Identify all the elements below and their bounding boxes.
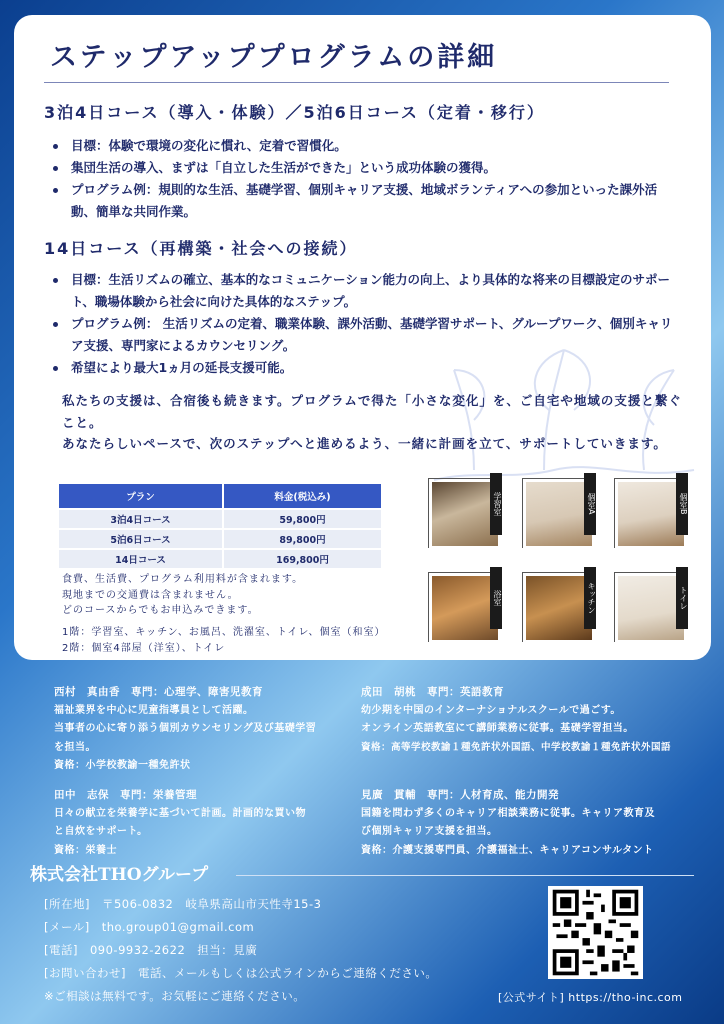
staff-detail: を担当。 xyxy=(54,741,96,753)
list-item: 目標：体験で環境の変化に慣れ、定着で習慣化。 xyxy=(44,135,674,157)
room-label: 浴室 xyxy=(490,567,502,629)
message-line: 私たちの支援は、合宿後も続きます。プログラムで得た「小さな変化」を、ご自宅や地域の支援と繋ぐこと。 xyxy=(62,393,682,430)
room-label: 個室B xyxy=(676,473,688,535)
room-photo xyxy=(428,572,502,642)
list-item: 目標：生活リズムの確立、基本的なコミュニケーション能力の向上、より具体的な将来の目標設定のサポート、職場体験から社会に向けた具体的なステップ。 xyxy=(44,269,674,313)
note-line: 現地までの交通費は含まれません。 xyxy=(62,589,239,601)
staff-profile xyxy=(54,683,354,776)
room-image xyxy=(432,576,498,640)
floor-line: 1階：学習室、キッチン、お風呂、洗濯室、トイレ、個室（和室） xyxy=(62,627,386,638)
contact-phone[interactable]: [電話] 090-9932-2622 担当：見廣 xyxy=(44,943,258,957)
room-photo xyxy=(614,478,688,548)
section2-list xyxy=(44,269,674,379)
note-line: 食費、生活費、プログラム利用料が含まれます。 xyxy=(62,574,304,585)
staff-detail: び個別キャリア支援を担当。 xyxy=(361,826,498,837)
staff-detail: 資格：栄養士 xyxy=(54,844,117,856)
staff-detail: 資格：高等学校教諭１種免許状外国語、中学校教諭１種免許状外国語 xyxy=(361,741,672,753)
staff-detail: 福祉業界を中心に児童指導員として活躍。 xyxy=(54,704,254,716)
price-cell: 169,800円 xyxy=(224,550,381,568)
price-notes xyxy=(62,572,303,619)
title-divider xyxy=(44,82,669,83)
qr-code-icon xyxy=(548,886,643,979)
staff-profile xyxy=(54,786,354,860)
section1-heading: 3泊4日コース（導入・体験）／5泊6日コース（定着・移行） xyxy=(44,103,545,122)
note-line: どのコースからでもお申込みできます。 xyxy=(62,605,259,616)
section2-heading: 14日コース（再構築・社会への接続） xyxy=(44,239,358,258)
staff-name: 成田 胡桃 専門：英語教育 xyxy=(361,686,504,698)
table-row xyxy=(59,510,381,528)
staff-name: 見廣 貫輔 専門：人材育成、能力開発 xyxy=(361,789,559,801)
table-header-price: 料金(税込み) xyxy=(224,484,381,508)
staff-detail: 国籍を問わず多くのキャリア相談業務に従事。キャリア教育及 xyxy=(361,807,655,819)
plan-cell: 5泊6日コース xyxy=(59,530,222,548)
staff-detail: 資格：介護支援専門員、介護福祉士、キャリアコンサルタント xyxy=(361,844,654,856)
content-card xyxy=(14,15,711,660)
floor-line: 2階：個室4部屋（洋室）、トイレ xyxy=(62,642,226,654)
staff-detail: 幼少期を中国のインターナショナルスクールで過ごす。 xyxy=(361,704,621,716)
company-name: 株式会社THOグループ xyxy=(30,865,209,885)
room-label: キッチン xyxy=(584,567,596,629)
room-label: 学習室 xyxy=(490,473,502,535)
contact-info xyxy=(44,893,437,1008)
plan-cell: 3泊4日コース xyxy=(59,510,222,528)
plan-cell: 14日コース xyxy=(59,550,222,568)
staff-detail: 資格：小学校教諭一種免許状 xyxy=(54,760,191,771)
contact-address: [所在地] 〒506-0832 岐阜県高山市天性寺15-3 xyxy=(44,897,322,911)
support-message xyxy=(62,390,682,455)
room-label: 個室A xyxy=(584,473,596,535)
staff-profile xyxy=(361,786,711,860)
staff-profile xyxy=(361,683,711,757)
staff-detail: 当事者の心に寄り添う個別カウンセリング及び基礎学習 xyxy=(54,723,317,734)
floor-plan xyxy=(62,625,386,656)
table-row xyxy=(59,550,381,568)
room-image xyxy=(526,576,592,640)
room-photo xyxy=(614,572,688,642)
room-image xyxy=(432,482,498,546)
staff-detail: 日々の献立を栄養学に基づいて計画。計画的な買い物 xyxy=(54,807,306,819)
staff-detail: と自炊をサポート。 xyxy=(54,826,148,837)
room-photo xyxy=(522,478,596,548)
list-item: 集団生活の導入、まずは「自立した生活ができた」という成功体験の獲得。 xyxy=(44,157,674,179)
qr-code[interactable] xyxy=(548,886,643,979)
contact-email[interactable]: [メール] tho.group01@gmail.com xyxy=(44,920,255,934)
list-item: プログラム例： 生活リズムの定着、職業体験、課外活動、基礎学習サポート、グループワーク、個別キャリア支援、専門家によるカウンセリング。 xyxy=(44,313,674,357)
contact-note: ※ご相談は無料です。お気軽にご連絡ください。 xyxy=(44,989,306,1003)
section1-list xyxy=(44,135,674,223)
table-row xyxy=(59,530,381,548)
price-cell: 59,800円 xyxy=(224,510,381,528)
table-header-plan: プラン xyxy=(59,484,222,508)
message-line: あなたらしいペースで、次のステップへと進めるよう、一緒に計画を立て、サポートしていきます。 xyxy=(62,436,667,451)
company-divider xyxy=(236,875,694,876)
contact-inquiry: [お問い合わせ] 電話、メールもしくは公式ラインからご連絡ください。 xyxy=(44,966,438,980)
staff-name: 田中 志保 専門：栄養管理 xyxy=(54,789,197,801)
list-item: 希望により最大1ヵ月の延長支援可能。 xyxy=(44,357,674,379)
room-photo xyxy=(522,572,596,642)
staff-detail: オンライン英語教室にて講師業務に従事。基礎学習担当。 xyxy=(361,723,634,734)
price-cell: 89,800円 xyxy=(224,530,381,548)
staff-name: 西村 真由香 専門：心理学、障害児教育 xyxy=(54,686,263,698)
room-image xyxy=(526,482,592,546)
website-link[interactable]: [公式サイト] https://tho-inc.com xyxy=(498,991,683,1004)
price-table xyxy=(57,482,383,570)
room-image xyxy=(618,576,684,640)
room-label: トイレ xyxy=(676,567,688,629)
room-image xyxy=(618,482,684,546)
room-photo xyxy=(428,478,502,548)
list-item: プログラム例：規則的な生活、基礎学習、個別キャリア支援、地域ボランティアへの参加といった課外活動、簡単な共同作業。 xyxy=(44,179,674,223)
page-title: ステップアッププログラムの詳細 xyxy=(50,42,498,73)
